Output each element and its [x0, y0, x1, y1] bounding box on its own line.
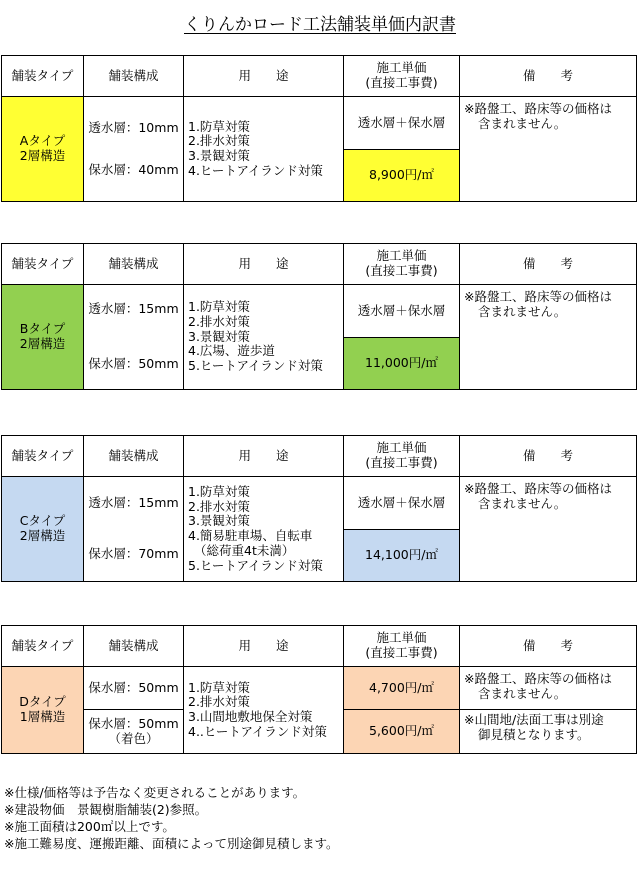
remarks-line: ※路盤工、路床等の価格は	[464, 289, 612, 304]
type-name: Aタイプ	[19, 133, 66, 149]
use-item: 2.排水対策	[188, 313, 250, 329]
type-name: Dタイプ	[19, 694, 66, 710]
type-structure: 2層構造	[19, 528, 66, 543]
type-cell-b	[2, 285, 84, 390]
header-remarks: 備 考	[460, 436, 637, 477]
remarks-line: ※路盤工、路床等の価格は	[464, 481, 612, 496]
remarks-line: 含まれません。	[478, 115, 567, 131]
remarks-cell	[460, 477, 637, 582]
header-price-line1: 施工単価	[376, 440, 427, 456]
use-item: 3.景観対策	[188, 513, 250, 529]
use-item: 1.防草対策	[188, 299, 250, 315]
header-uses: 用 途	[184, 244, 344, 285]
use-item: 2.排水対策	[188, 133, 250, 149]
footnote: ※施工難易度、運搬距離、面積によって別途御見積します。	[4, 836, 339, 851]
price-value-cell: 8,900円/㎡	[344, 150, 460, 202]
use-item: 3.景観対策	[188, 328, 250, 344]
remarks-cell	[460, 97, 637, 202]
use-item: 4.ヒートアイランド対策	[188, 162, 323, 178]
use-item: 2.排水対策	[188, 694, 250, 710]
uses-cell	[184, 477, 344, 582]
table-row	[2, 667, 637, 710]
footnote: ※建設物価 景観樹脂舗装(2)参照。	[4, 802, 208, 817]
use-item: 2.排水対策	[188, 498, 250, 514]
header-price-line2: (直接工事費)	[365, 455, 438, 470]
price-table-c	[1, 435, 637, 582]
remarks-cell-1	[460, 667, 637, 710]
use-item: 1.防草対策	[188, 118, 250, 134]
remarks-line: ※路盤工、路床等の価格は	[464, 671, 612, 686]
uses-cell	[184, 667, 344, 754]
use-item: 5.ヒートアイランド対策	[188, 358, 323, 374]
price-value-cell: 11,000円/㎡	[344, 338, 460, 390]
use-item: 4..ヒートアイランド対策	[188, 723, 327, 739]
layer-1: 透水層：10mm	[88, 119, 179, 135]
price-table-d	[1, 625, 637, 754]
layer-2-note: （着色）	[108, 730, 159, 746]
header-uses: 用 途	[184, 56, 344, 97]
uses-cell	[184, 285, 344, 390]
type-name: Bタイプ	[19, 321, 66, 337]
price-label-cell: 透水層＋保水層	[344, 285, 460, 338]
header-price-line1: 施工単価	[376, 248, 427, 264]
layer-2: 保水層：40mm	[88, 161, 179, 177]
table-row	[2, 477, 637, 530]
header-price	[344, 56, 460, 97]
header-composition: 舗装構成	[84, 56, 184, 97]
price-table-b	[1, 243, 637, 390]
remarks-line: ※山間地/法面工事は別途	[464, 712, 604, 727]
price-value-cell-1: 4,700円/㎡	[344, 667, 460, 710]
footnotes	[4, 784, 338, 852]
remarks-line: 御見積となります。	[478, 726, 590, 742]
header-type: 舗装タイプ	[2, 56, 84, 97]
header-type: 舗装タイプ	[2, 244, 84, 285]
table-row	[2, 97, 637, 150]
use-item: 3.山間地敷地保全対策	[188, 709, 313, 724]
price-table-a	[1, 55, 637, 202]
header-price-line1: 施工単価	[376, 60, 427, 76]
type-cell-c	[2, 477, 84, 582]
price-value-cell-2: 5,600円/㎡	[344, 710, 460, 754]
price-label-cell: 透水層＋保水層	[344, 477, 460, 530]
header-uses: 用 途	[184, 626, 344, 667]
header-price	[344, 436, 460, 477]
layer-1: 透水層：15mm	[88, 301, 179, 317]
remarks-line: ※路盤工、路床等の価格は	[464, 101, 612, 116]
header-remarks: 備 考	[460, 56, 637, 97]
type-cell-a	[2, 97, 84, 202]
composition-cell	[84, 710, 184, 754]
remarks-line: 含まれません。	[478, 495, 567, 511]
header-composition: 舗装構成	[84, 436, 184, 477]
footnote: ※施工面積は200㎡以上です。	[4, 819, 175, 834]
header-price-line2: (直接工事費)	[365, 645, 438, 660]
header-price-line1: 施工単価	[376, 630, 427, 646]
header-type: 舗装タイプ	[2, 436, 84, 477]
remarks-cell	[460, 285, 637, 390]
footnote: ※仕様/価格等は予告なく変更されることがあります。	[4, 785, 306, 800]
use-item: 4.簡易駐車場、自転車	[188, 528, 313, 543]
use-item: 5.ヒートアイランド対策	[188, 557, 323, 573]
table-header-row	[2, 56, 637, 97]
header-composition: 舗装構成	[84, 244, 184, 285]
layer-1: 透水層：15mm	[88, 495, 179, 511]
layer-1: 保水層：50mm	[88, 679, 179, 695]
uses-cell	[184, 97, 344, 202]
type-structure: 2層構造	[19, 148, 66, 163]
composition-cell	[84, 285, 184, 390]
header-remarks: 備 考	[460, 626, 637, 667]
price-label-cell: 透水層＋保水層	[344, 97, 460, 150]
header-price-line2: (直接工事費)	[365, 263, 438, 278]
type-name: Cタイプ	[19, 513, 66, 529]
use-item: 4.広場、遊歩道	[188, 343, 275, 359]
layer-2: 保水層：50mm	[88, 715, 179, 731]
use-item: 1.防草対策	[188, 679, 250, 695]
header-type: 舗装タイプ	[2, 626, 84, 667]
remarks-cell-2	[460, 710, 637, 754]
header-remarks: 備 考	[460, 244, 637, 285]
table-header-row	[2, 244, 637, 285]
composition-cell	[84, 667, 184, 710]
header-price	[344, 626, 460, 667]
type-cell-d	[2, 667, 84, 754]
use-item: （総荷重4t未満）	[194, 542, 295, 558]
table-row	[2, 285, 637, 338]
remarks-line: 含まれません。	[478, 685, 567, 701]
header-composition: 舗装構成	[84, 626, 184, 667]
price-value-cell: 14,100円/㎡	[344, 530, 460, 582]
table-header-row	[2, 626, 637, 667]
remarks-line: 含まれません。	[478, 303, 567, 319]
layer-2: 保水層：70mm	[88, 546, 179, 561]
type-structure: 1層構造	[19, 709, 66, 724]
composition-cell	[84, 477, 184, 582]
layer-2: 保水層：50mm	[88, 356, 179, 371]
page-title: くりんかロード工法舗装単価内訳書	[184, 15, 456, 35]
type-structure: 2層構造	[19, 336, 66, 351]
header-price-line2: (直接工事費)	[365, 75, 438, 90]
header-uses: 用 途	[184, 436, 344, 477]
use-item: 3.景観対策	[188, 148, 250, 163]
composition-cell	[84, 97, 184, 202]
use-item: 1.防草対策	[188, 483, 250, 499]
header-price	[344, 244, 460, 285]
table-header-row	[2, 436, 637, 477]
